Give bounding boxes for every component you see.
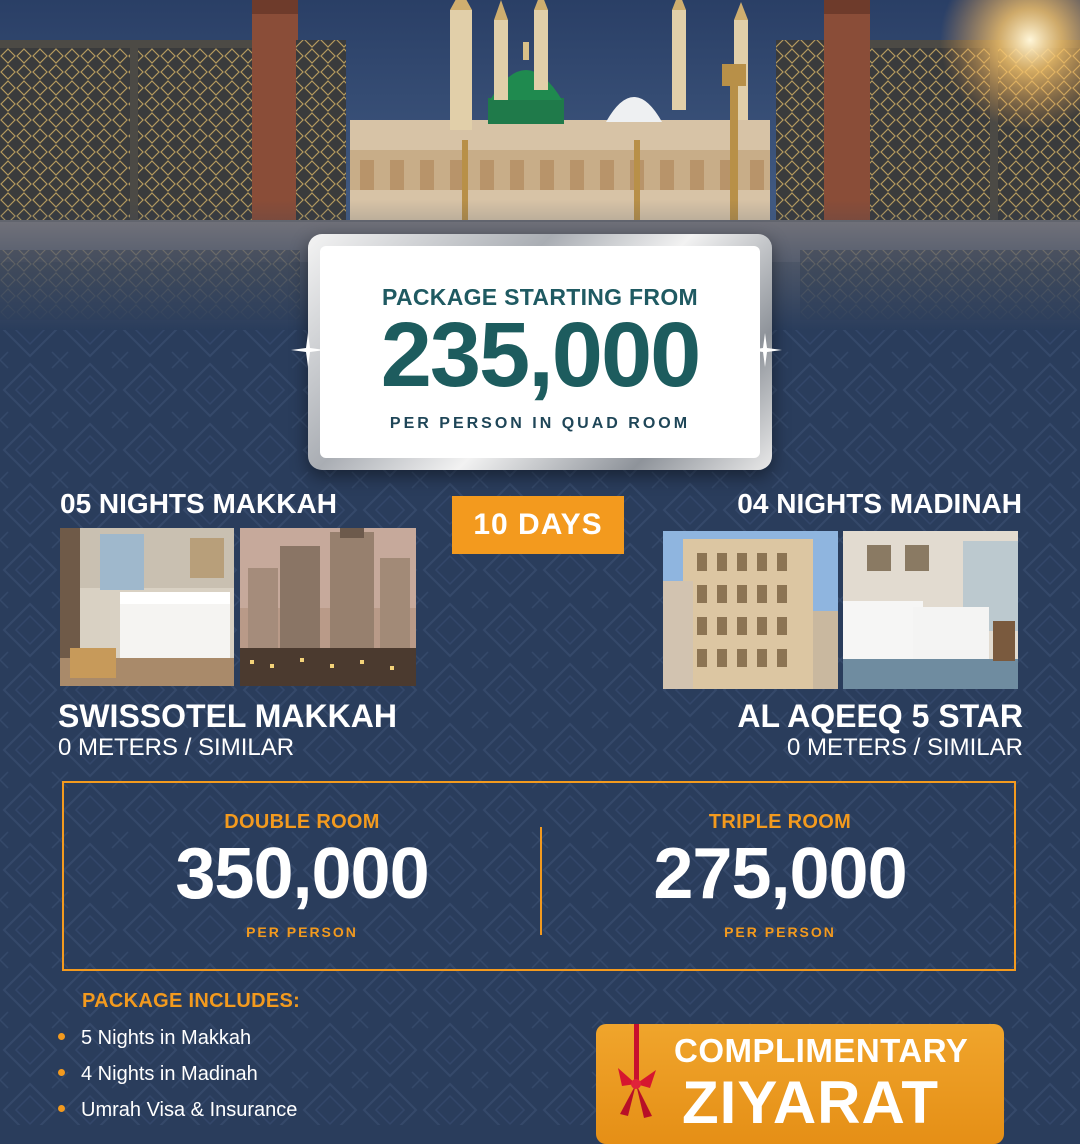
room-price-unit: PER PERSON	[724, 924, 836, 940]
starting-price-subtitle: PER PERSON IN QUAD ROOM	[389, 415, 691, 432]
madinah-hotel-name: AL AQEEQ 5 STAR	[737, 698, 1023, 734]
bullet-icon	[58, 1033, 65, 1040]
makkah-nights-heading: 05 NIGHTS MAKKAH	[60, 488, 337, 519]
list-item	[56, 1060, 297, 1096]
sparkle-icon	[748, 333, 782, 367]
gift-ribbon-icon	[614, 1024, 660, 1125]
complimentary-ziyarat-banner	[596, 1024, 1004, 1144]
room-type-label: TRIPLE ROOM	[708, 811, 852, 833]
madinah-hotel-distance: 0 METERS / SIMILAR	[786, 734, 1023, 761]
triple-room-price	[542, 783, 1018, 940]
starting-price-value: 235,000	[380, 304, 700, 406]
list-item-label: 5 Nights in Makkah	[81, 1027, 252, 1049]
room-price-value: 275,000	[653, 834, 907, 914]
madinah-room-photo	[843, 531, 1018, 689]
bullet-icon	[58, 1105, 65, 1112]
madinah-nights-heading: 04 NIGHTS MADINAH	[737, 488, 1022, 519]
room-price-unit: PER PERSON	[246, 924, 358, 940]
madinah-hotel-exterior-photo	[663, 531, 838, 689]
duration-badge: 10 DAYS	[452, 496, 624, 554]
room-prices-box	[62, 781, 1016, 971]
sparkle-icon	[291, 333, 325, 367]
list-item	[56, 1096, 297, 1132]
list-item-label: Umrah Visa & Insurance	[81, 1099, 298, 1121]
list-item	[56, 1024, 297, 1060]
starting-price-card	[308, 234, 772, 470]
starting-price-label: PACKAGE STARTING FROM	[382, 284, 698, 310]
makkah-clock-tower-photo	[240, 528, 416, 686]
makkah-room-photo	[60, 528, 234, 686]
package-includes-list	[56, 1024, 297, 1132]
makkah-hotel-distance: 0 METERS / SIMILAR	[58, 734, 295, 761]
ziyarat-label: ZIYARAT	[682, 1069, 940, 1136]
double-room-price	[64, 783, 540, 940]
list-item-label: 4 Nights in Madinah	[81, 1063, 258, 1085]
room-price-value: 350,000	[175, 834, 429, 914]
bullet-icon	[58, 1069, 65, 1076]
room-type-label: DOUBLE ROOM	[224, 811, 380, 833]
complimentary-label: COMPLIMENTARY	[674, 1032, 969, 1069]
makkah-hotel-name: SWISSOTEL MAKKAH	[58, 698, 397, 734]
package-includes-title: PACKAGE INCLUDES:	[82, 990, 301, 1012]
